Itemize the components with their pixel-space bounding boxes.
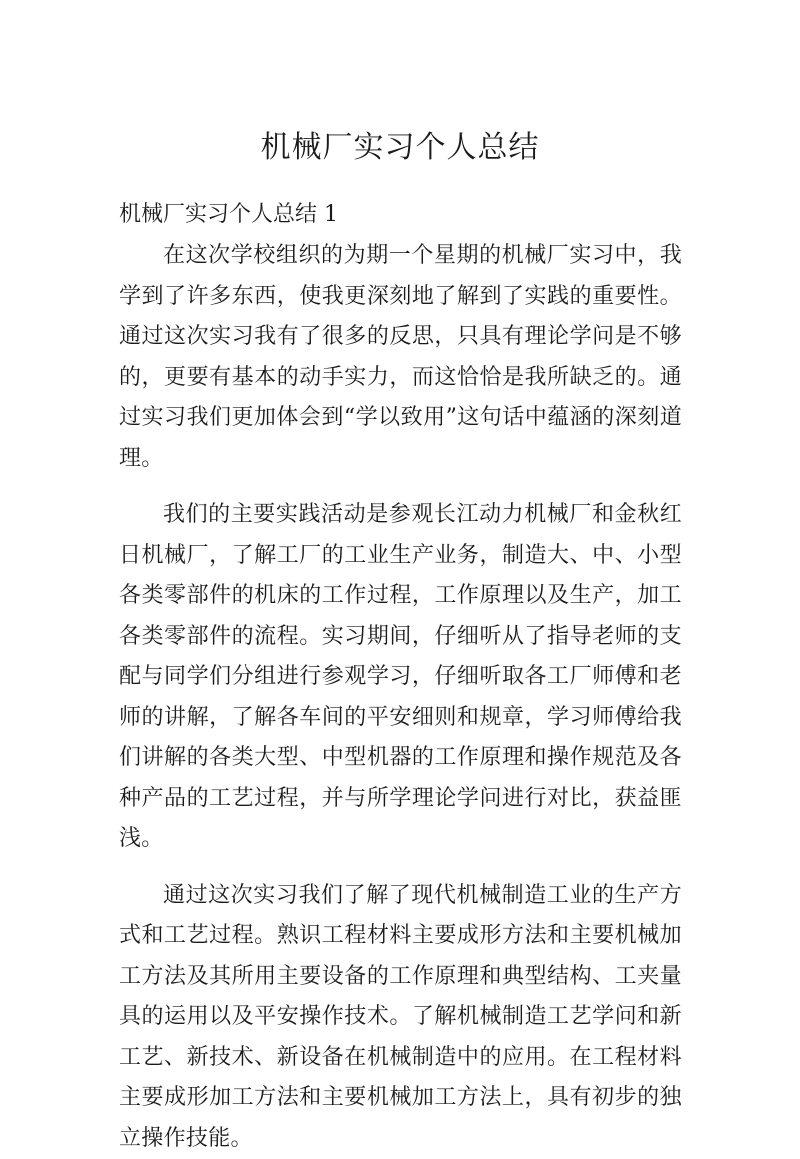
- paragraph-2: 我们的主要实践活动是参观长江动力机械厂和金秋红日机械厂，了解工厂的工业生产业务，制造大、中、小型各类零部件的机床的工作过程，工作原理以及生产，加工各类零部件的流程。实习期间，仔细听从了指导老师的支配与同学们分组进行参观学习，仔细听取各工厂师傅和老师的讲解，了解各车间的平安细则和规章，学习师傅给我们讲解的各类大型、中型机器的工作原理和操作规范及各种产品的工艺过程，并与所学理论学问进行对比，获益匪浅。: [119, 495, 682, 860]
- document-title: 机械厂实习个人总结: [0, 126, 800, 170]
- document-body: [119, 236, 682, 1159]
- paragraph-1: 在这次学校组织的为期一个星期的机械厂实习中，我学到了许多东西，使我更深刻地了解到了实践的重要性。通过这次实习我有了很多的反思，只具有理论学问是不够的，更要有基本的动手实力，而这恰恰是我所缺乏的。通过实习我们更加体会到“学以致用”这句话中蕴涵的深刻道理。: [119, 236, 682, 479]
- section-heading: 机械厂实习个人总结 1: [119, 198, 338, 232]
- paragraph-3: 通过这次实习我们了解了现代机械制造工业的生产方式和工艺过程。熟识工程材料主要成形方法和主要机械加工方法及其所用主要设备的工作原理和典型结构、工夹量具的运用以及平安操作技术。了解机械制造工艺学问和新工艺、新技术、新设备在机械制造中的应用。在工程材料主要成形加工方法和主要机械加工方法上，具有初步的独立操作技能。: [119, 876, 682, 1159]
